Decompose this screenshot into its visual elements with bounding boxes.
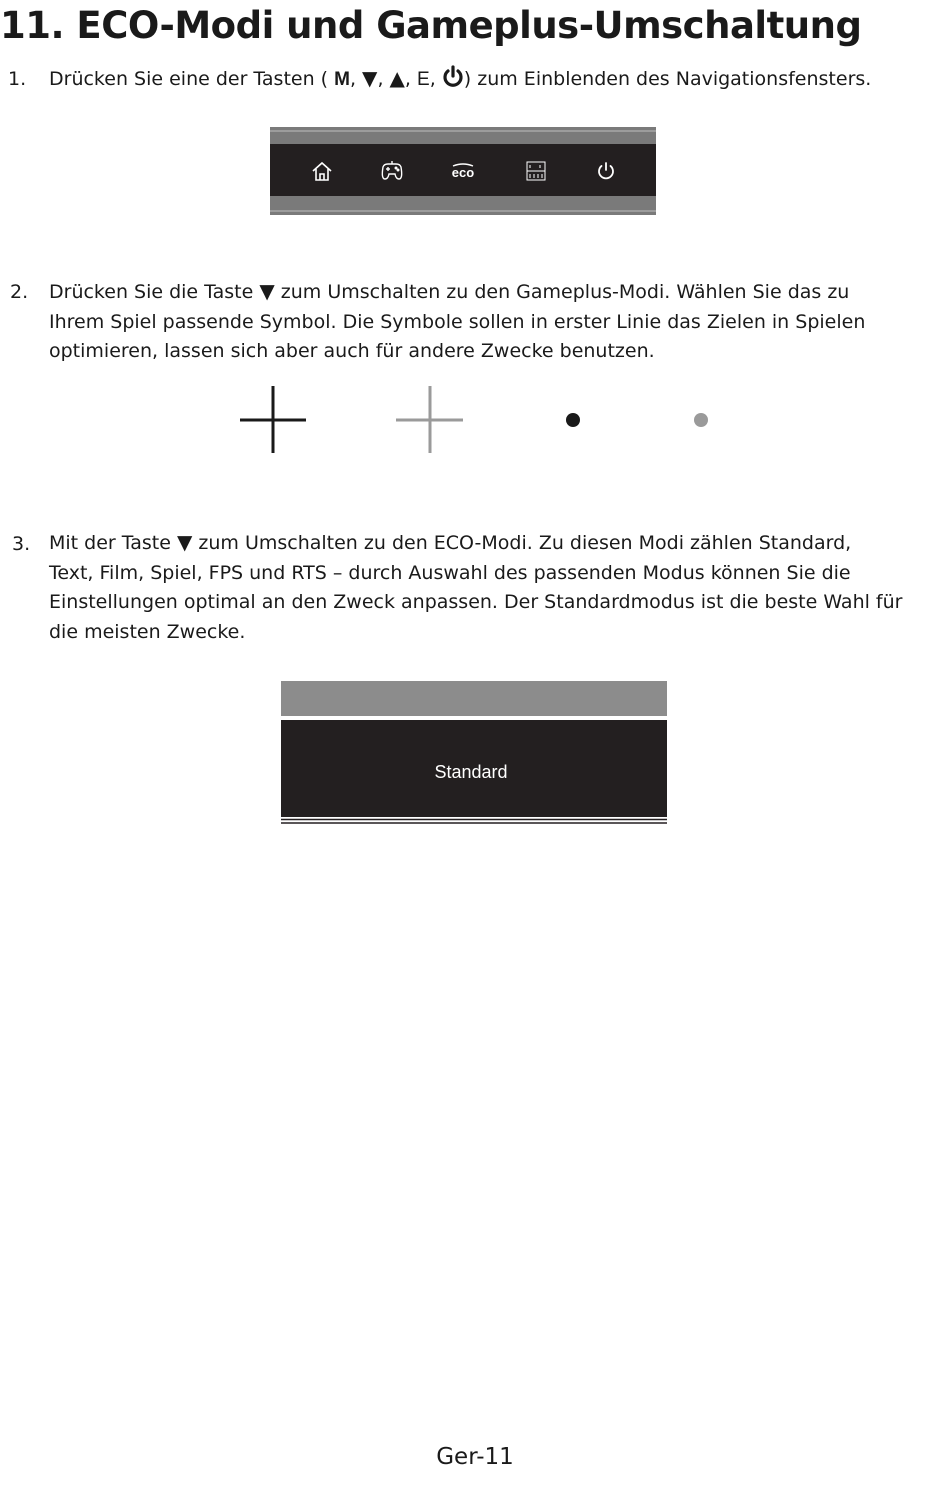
key-down-glyph: ▼ xyxy=(362,66,378,90)
step2-line1-before: Drücken Sie die Taste xyxy=(49,281,260,303)
key-down-glyph: ▼ xyxy=(259,279,275,303)
page-number: Ger-11 xyxy=(436,1444,514,1470)
step3-line2: Text, Film, Spiel, FPS und RTS – durch Auswahl des passenden Modus können Sie die xyxy=(49,561,851,584)
key-m-label: M xyxy=(334,69,350,90)
nav-top-band xyxy=(270,127,656,144)
step2-text xyxy=(49,277,865,367)
eco-window-header xyxy=(281,681,667,716)
step2-line1-after: zum Umschalten zu den Gameplus-Modi. Wählen Sie das zu xyxy=(274,281,850,303)
eco-mode-label: Standard xyxy=(434,762,508,782)
step3-line3: Einstellungen optimal an den Zweck anpassen. Der Standardmodus ist die beste Wahl für xyxy=(49,591,903,613)
step2-number: 2. xyxy=(10,281,29,303)
step2-line1 xyxy=(49,277,865,308)
crosshair-black xyxy=(240,386,306,453)
step3-line4: die meisten Zwecke. xyxy=(49,620,246,643)
eco-icon xyxy=(452,164,474,180)
dot-black xyxy=(566,413,580,427)
step1-sep1: , xyxy=(349,68,363,90)
key-down-glyph: ▼ xyxy=(176,530,193,554)
step1-text xyxy=(49,64,871,95)
svg-text:eco: eco xyxy=(451,165,475,180)
step1-sep3: , xyxy=(404,68,418,90)
step1-sep2: , xyxy=(377,68,390,90)
nav-bottom-band xyxy=(270,196,656,215)
eco-mode-window xyxy=(281,681,667,825)
crosshair-symbols xyxy=(230,380,730,460)
crosshair-gray xyxy=(396,386,463,453)
step1-sep4: , xyxy=(429,68,442,90)
page-heading: 11. ECO-Modi und Gameplus-Umschaltung xyxy=(0,4,862,47)
key-up-glyph: ▲ xyxy=(389,66,405,90)
step1-text-before: Drücken Sie eine der Tasten ( xyxy=(49,68,335,90)
dot-gray xyxy=(694,413,708,427)
step1-text-after: ) zum Einblenden des Navigationsfensters. xyxy=(463,68,872,90)
step3-line1-before: Mit der Taste xyxy=(49,532,177,554)
step1-number: 1. xyxy=(8,68,27,90)
step2-line2: Ihrem Spiel passende Symbol. Die Symbole sollen in erster Linie das Zielen in Spielen xyxy=(49,310,866,333)
step3-line1 xyxy=(49,528,902,559)
power-key-icon xyxy=(442,65,464,87)
step3-line1-after: zum Umschalten zu den ECO-Modi. Zu diesen Modi zählen Standard, xyxy=(192,532,852,554)
step3-number: 3. xyxy=(12,533,31,555)
navigation-window xyxy=(270,127,656,215)
key-e-label: E xyxy=(417,69,430,90)
step3-text xyxy=(49,528,902,647)
step2-line3: optimieren, lassen sich aber auch für andere Zwecke benutzen. xyxy=(49,340,655,362)
